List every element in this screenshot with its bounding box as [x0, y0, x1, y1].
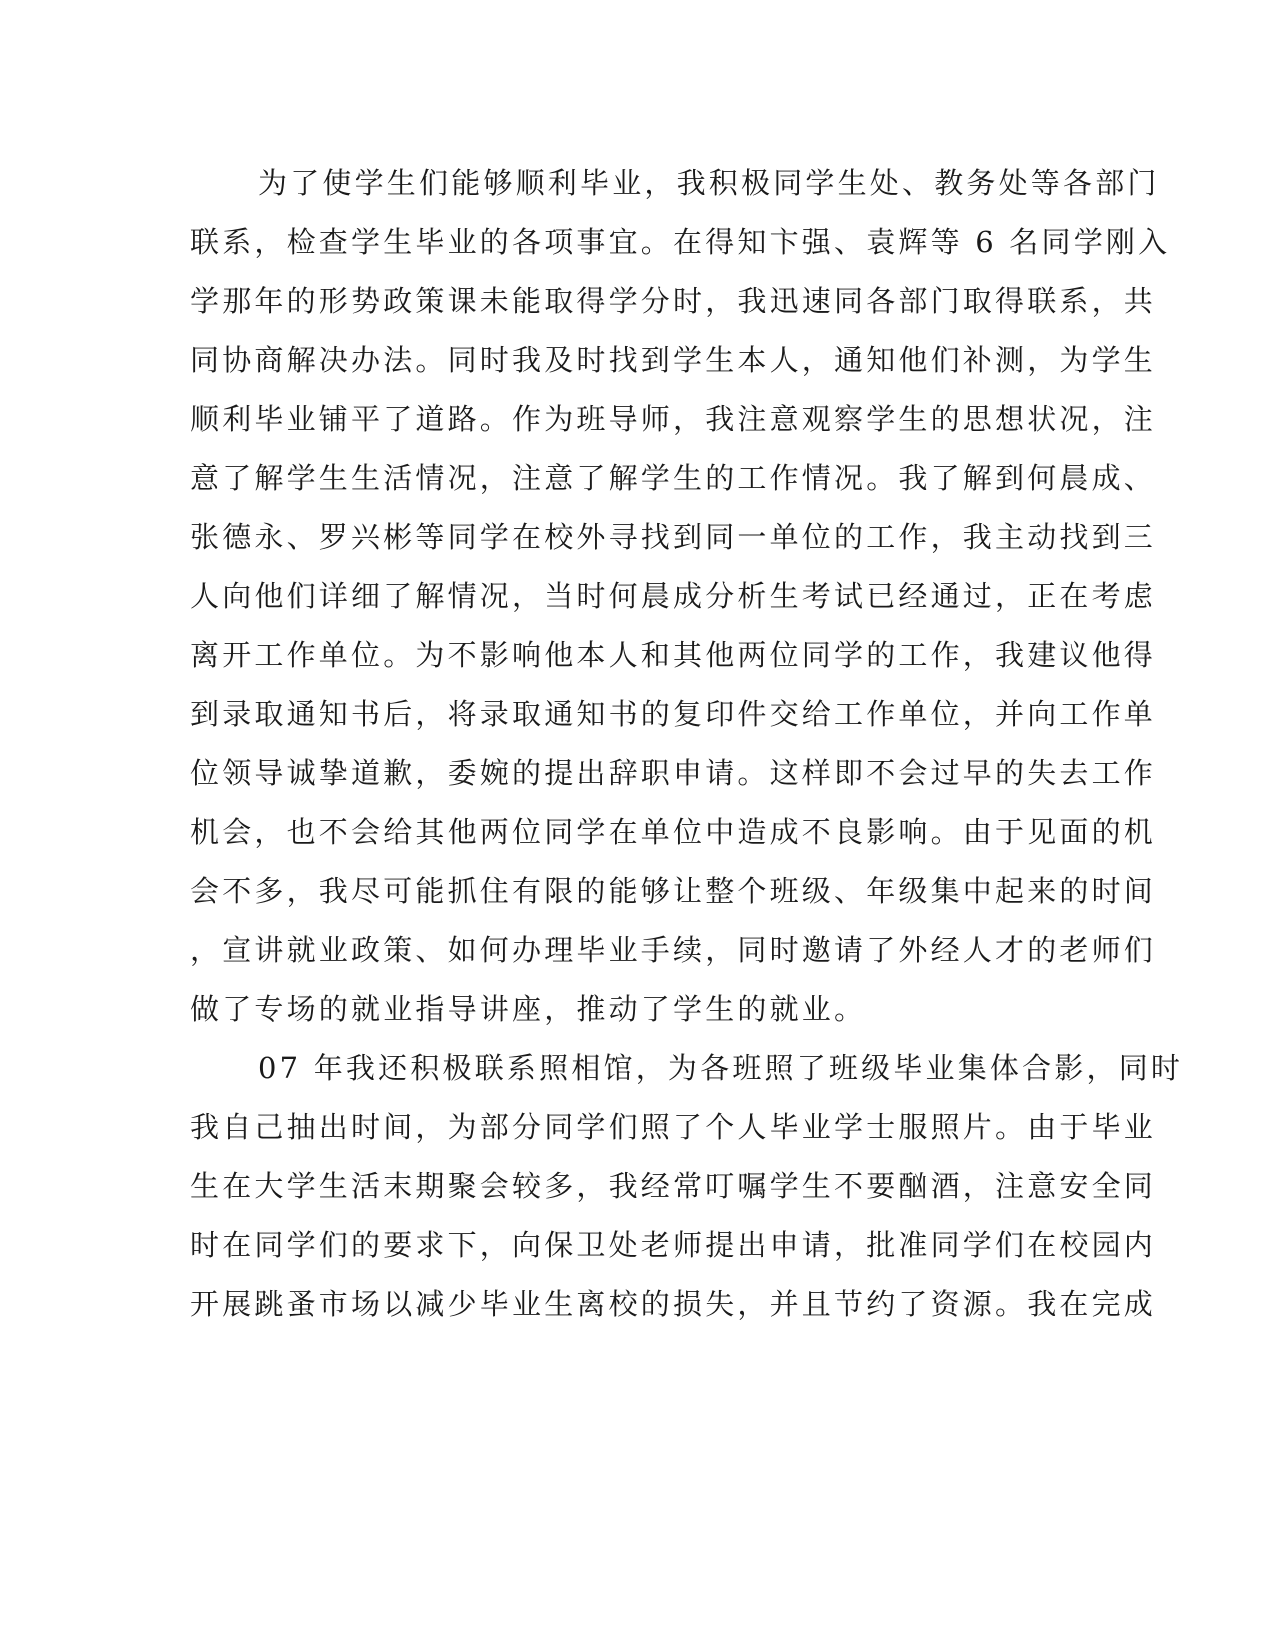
paragraph-line: 生在大学生活末期聚会较多，我经常叮嘱学生不要酗酒，注意安全同: [190, 1169, 1157, 1203]
paragraph-line: 时在同学们的要求下，向保卫处老师提出申请，批准同学们在校园内: [190, 1228, 1157, 1262]
paragraph-line: ，宣讲就业政策、如何办理毕业手续，同时邀请了外经人才的老师们: [190, 933, 1157, 967]
paragraph-line: 位领导诚挚道歉，委婉的提出辞职申请。这样即不会过早的失去工作: [190, 756, 1157, 790]
paragraph-line: 机会，也不会给其他两位同学在单位中造成不良影响。由于见面的机: [190, 815, 1157, 849]
paragraph-line: 会不多，我尽可能抓住有限的能够让整个班级、年级集中起来的时间: [190, 874, 1157, 908]
paragraph-line: 开展跳蚤市场以减少毕业生离校的损失，并且节约了资源。我在完成: [190, 1287, 1157, 1321]
paragraph-line: 同协商解决办法。同时我及时找到学生本人，通知他们补测，为学生: [190, 343, 1157, 377]
paragraph-line: 意了解学生生活情况，注意了解学生的工作情况。我了解到何晨成、: [190, 461, 1157, 495]
paragraph-line: 离开工作单位。为不影响他本人和其他两位同学的工作，我建议他得: [190, 638, 1157, 672]
paragraph-line: 我自己抽出时间，为部分同学们照了个人毕业学士服照片。由于毕业: [190, 1110, 1157, 1144]
paragraph-line: 联系，检查学生毕业的各项事宜。在得知卞强、袁辉等 6 名同学刚入: [190, 225, 1171, 259]
paragraph-line: 到录取通知书后，将录取通知书的复印件交给工作单位，并向工作单: [190, 697, 1157, 731]
paragraph-line: 人向他们详细了解情况，当时何晨成分析生考试已经通过，正在考虑: [190, 579, 1157, 613]
paragraph-line: 张德永、罗兴彬等同学在校外寻找到同一单位的工作，我主动找到三: [190, 520, 1157, 554]
paragraph-line: 学那年的形势政策课未能取得学分时，我迅速同各部门取得联系，共: [190, 284, 1157, 318]
paragraph-line: 顺利毕业铺平了道路。作为班导师，我注意观察学生的思想状况，注: [190, 402, 1157, 436]
paragraph-line: 做了专场的就业指导讲座，推动了学生的就业。: [190, 992, 867, 1026]
paragraph-line: 07 年我还积极联系照相馆，为各班照了班级毕业集体合影，同时: [258, 1051, 1184, 1085]
paragraph-line: 为了使学生们能够顺利毕业，我积极同学生处、教务处等各部门: [258, 166, 1160, 200]
